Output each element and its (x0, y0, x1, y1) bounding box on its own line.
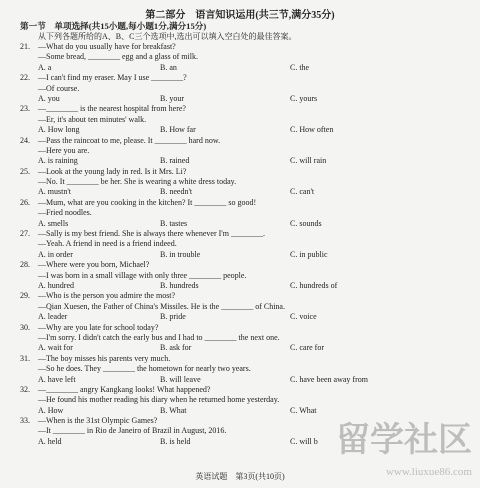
question-text: —Look at the young lady in red. Is it Mrs. Li? (38, 166, 187, 176)
question-number: 24. (20, 135, 30, 145)
question-text: —Er, it's about ten minutes' walk. (38, 114, 147, 124)
section-title: 第一节 单项选择(共15小题,每小题1分,满分15分) (20, 21, 207, 31)
option-c: C. What (290, 405, 317, 415)
question-text: —He found his mother reading his diary when he returned home yesterday. (38, 395, 280, 405)
instructions: 从下列各题所给的A、B、C三个选项中,选出可以填入空白处的最佳答案。 (38, 32, 297, 41)
question-list (20, 42, 470, 447)
question-text: —What do you usually have for breakfast? (38, 42, 176, 51)
question-text: —Yeah. A friend in need is a friend indeed. (38, 239, 177, 249)
option-c: C. voice (290, 312, 317, 322)
question-text: —I was born in a small village with only three ________ people. (38, 270, 247, 280)
option-b: B. rained (160, 156, 190, 166)
option-c: C. sounds (290, 218, 322, 228)
question-stem (20, 73, 470, 83)
question-item (20, 260, 470, 291)
question-item (20, 104, 470, 135)
option-b: B. needn't (160, 187, 193, 197)
question-stem (20, 354, 470, 364)
question-item (20, 354, 470, 385)
answer-options (20, 94, 470, 104)
option-a: A. hundred (38, 280, 74, 290)
option-b: B. is held (160, 436, 191, 446)
question-text: —No. It ________ be her. She is wearing a white dress today. (38, 177, 237, 187)
question-number: 25. (20, 166, 30, 176)
question-stem (20, 42, 470, 52)
question-text: —I'm sorry. I didn't catch the early bus and I had to ________ the next one. (38, 332, 280, 342)
question-text: —I can't find my eraser. May I use ________? (38, 73, 187, 83)
question-item (20, 323, 470, 354)
question-text: —Why are you late for school today? (38, 322, 159, 332)
question-stem (20, 104, 470, 114)
question-number: 21. (20, 42, 30, 51)
option-b: B. your (160, 93, 184, 103)
question-number: 32. (20, 384, 30, 394)
option-c: C. the (290, 62, 310, 72)
question-number: 28. (20, 260, 30, 270)
question-text: —So he does. They ________ the hometown for nearly two years. (38, 364, 251, 374)
question-response (20, 364, 470, 374)
question-text: —Sally is my best friend. She is always there whenever I'm ________. (38, 229, 265, 239)
question-text: —________ is the nearest hospital from here? (38, 104, 186, 114)
question-response (20, 333, 470, 343)
option-b: B. in trouble (160, 249, 201, 259)
question-text: —Of course. (38, 83, 80, 93)
svg-text:www.liuxue86.com: www.liuxue86.com (385, 466, 472, 478)
option-b: B. How far (160, 125, 196, 135)
answer-options (20, 156, 470, 166)
option-c: C. have been away from (290, 374, 368, 384)
answer-options (20, 250, 470, 260)
question-item (20, 73, 470, 104)
option-a: A. in order (38, 249, 73, 259)
option-c: C. yours (290, 93, 318, 103)
question-item (20, 229, 470, 260)
question-response (20, 52, 470, 62)
question-response (20, 302, 470, 312)
question-number: 23. (20, 104, 30, 114)
answer-options (20, 219, 470, 229)
question-response (20, 115, 470, 125)
option-a: A. a (38, 62, 52, 72)
question-response (20, 271, 470, 281)
question-text: —Some bread, ________ egg and a glass of milk. (38, 52, 198, 62)
question-stem (20, 229, 470, 239)
question-item (20, 198, 470, 229)
question-response (20, 146, 470, 156)
question-text: —When is the 31st Olympic Games? (38, 416, 158, 426)
question-number: 22. (20, 73, 30, 83)
answer-options (20, 312, 470, 322)
option-b: B. an (160, 62, 177, 72)
question-item (20, 42, 470, 73)
question-number: 29. (20, 291, 30, 301)
answer-options (20, 63, 470, 73)
option-a: A. How (38, 405, 64, 415)
question-response (20, 208, 470, 218)
option-a: A. wait for (38, 343, 73, 353)
option-a: A. have left (38, 374, 76, 384)
question-item (20, 291, 470, 322)
option-c: C. care for (290, 343, 324, 353)
question-number: 27. (20, 229, 30, 239)
question-stem (20, 323, 470, 333)
option-a: A. you (38, 93, 60, 103)
question-text: —It ________ in Rio de Janeiro of Brazil in August, 2016. (38, 426, 227, 436)
option-b: B. tastes (160, 218, 188, 228)
option-a: A. held (38, 436, 62, 446)
part-title: 第二部分 语言知识运用(共三节,满分35分) (145, 10, 335, 21)
watermark-logo (316, 405, 476, 485)
question-text: —________ angry Kangkang looks! What happened? (38, 384, 211, 394)
question-text: —Qian Xuesen, the Father of China's Missiles. He is the ________ of China. (38, 301, 285, 311)
question-number: 26. (20, 197, 30, 207)
question-stem (20, 167, 470, 177)
option-c: C. in public (290, 249, 328, 259)
question-text: —Where were you born, Michael? (38, 260, 150, 270)
question-text: —Pass the raincoat to me, please. It ________ hard now. (38, 135, 221, 145)
question-response (20, 239, 470, 249)
question-text: —Fried noodles. (38, 208, 92, 218)
option-a: A. How long (38, 125, 80, 135)
question-stem (20, 260, 470, 270)
question-response (20, 84, 470, 94)
option-b: B. will leave (160, 374, 201, 384)
option-b: B. What (160, 405, 187, 415)
option-a: A. mustn't (38, 187, 71, 197)
question-stem (20, 385, 470, 395)
question-response (20, 177, 470, 187)
option-c: C. can't (290, 187, 315, 197)
page-footer: 英语试题 第3页(共10页) (195, 472, 285, 481)
question-number: 31. (20, 353, 30, 363)
answer-options (20, 343, 470, 353)
question-text: —Who is the person you admire the most? (38, 291, 176, 301)
question-text: —Mum, what are you cooking in the kitchen? It ________ so good! (38, 197, 257, 207)
option-c: C. How often (290, 125, 334, 135)
question-item (20, 167, 470, 198)
answer-options (20, 281, 470, 291)
option-c: C. will b (290, 436, 318, 446)
question-text: —Here you are. (38, 145, 90, 155)
question-number: 33. (20, 416, 30, 426)
option-c: C. will rain (290, 156, 327, 166)
answer-options (20, 125, 470, 135)
option-a: A. smells (38, 218, 69, 228)
option-a: A. leader (38, 312, 68, 322)
option-c: C. hundreds of (290, 280, 338, 290)
option-a: A. is raining (38, 156, 78, 166)
answer-options (20, 375, 470, 385)
question-stem (20, 136, 470, 146)
option-b: B. ask for (160, 343, 192, 353)
svg-text:留学社区: 留学社区 (336, 422, 472, 459)
question-stem (20, 291, 470, 301)
option-b: B. hundreds (160, 280, 199, 290)
question-stem (20, 198, 470, 208)
question-number: 30. (20, 322, 30, 332)
option-b: B. pride (160, 312, 186, 322)
answer-options (20, 187, 470, 197)
question-item (20, 136, 470, 167)
question-text: —The boy misses his parents very much. (38, 353, 171, 363)
